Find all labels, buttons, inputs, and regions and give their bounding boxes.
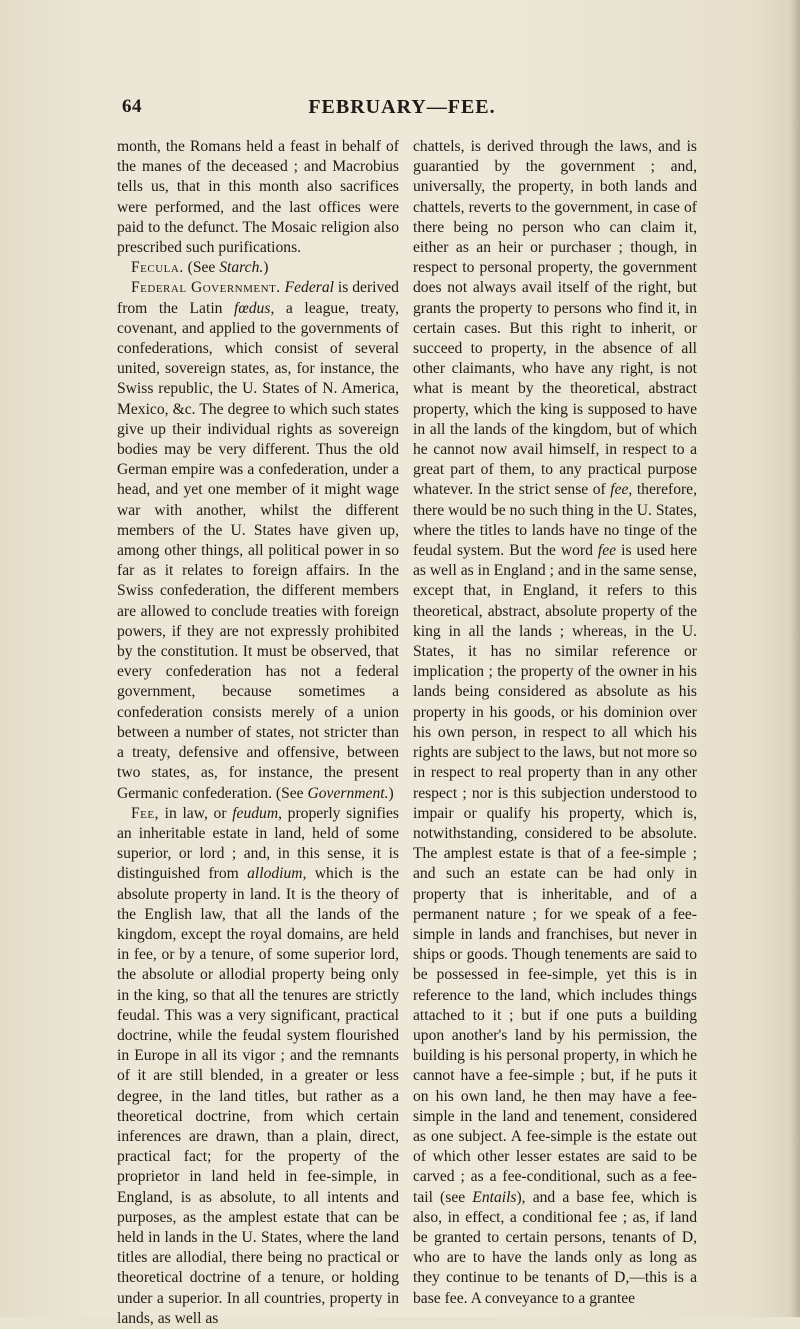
right-italic-fee-2: fee: [597, 542, 617, 560]
federal-italic-foedus: fœdus: [234, 299, 271, 317]
federal-text-3: , a league, treaty, covenant, and applied to the governments of confederations, which consist of several united, sovereign states, as, for instance, the Swiss republic, the U. States of N. America, Mexico, &c. The degree to which such states give up their individual rights as sovereign bodies may be very different. Thus the old German empire was a confederation, under a head, and yet one member of it might wage war with another, whilst the different members of the U. States have given up, among other things, all political power in so far as it relates to foreign affairs. In the Swiss confederation, the different members are allowed to conclude treaties with foreign powers, if they are not expressly prohibited by the constitution. It must be observed, that every confederation has not a federal government, because sometimes a confederation consists merely of a union between a number of states, not stricter than a treaty, defensive and offensive, between two states, as, for instance, the present Germanic confederation. (See: [117, 299, 399, 802]
right-text-1: chattels, is derived through the laws, and is guarantied by the government ; and, universally, the property, in both lands and chattels, reverts to the government, in case of there being no person who can claim it, either as an heir or purchaser ; though, in respect to personal property, the government does not always avail itself of the right, but grants the property to persons who find it, in certain cases. But this right to inherit, or succeed to property, in the absence of all other claimants, who have any right, is not what is meant by the theoretical, abstract property, which the king is supposed to have in all the lands of the kingdom, but of which he cannot now avail himself, in respect to a great part of them, to any practical purpose whatever. In the strict sense of: [413, 138, 697, 499]
right-column: [413, 137, 697, 1307]
fee-text-1: in law, or: [159, 804, 233, 822]
headword-fee: Fee,: [131, 804, 160, 822]
see-open: (See: [187, 259, 220, 277]
cross-reference-entails: Entails: [472, 1188, 517, 1206]
right-italic-fee-1: fee: [610, 481, 629, 499]
page-header: [122, 96, 682, 126]
see-close: ): [263, 259, 269, 277]
running-head: FEBRUARY—FEE.: [308, 96, 496, 118]
federal-text-2: is derived from the Latin: [117, 279, 399, 317]
headword-federal-government: Federal Government.: [131, 279, 281, 297]
headword-fecula: Fecula.: [131, 259, 184, 277]
paragraph-february-continued: month, the Romans held a feast in behalf of the manes of the deceased ; and Macrobius tells us, that in this month also sacrifices were performed, and the last offices were paid to the defunct. The Mosaic religion also prescribed such purifications.: [117, 138, 399, 257]
paragraph-fee-continued: [413, 137, 697, 1309]
fee-text-2: , properly signifies an inheritable estate in land, held of some superior, or lord ; and, in this sense, it is distinguished from: [117, 804, 399, 883]
right-text-2: , therefore, there would be no such thing in the U. States, where the titles to lands have no tinge of the feudal system. But the word: [413, 481, 697, 560]
fee-text-3: , which is the absolute property in land. It is the theory of the English law, that all the lands of the kingdom, except the royal domains, are held in fee, or by a tenure, of some superior lord, the absolute or allodial property being only in the king, so that all the tenures are strictly feudal. This was a very significant, practical doctrine, while the feudal system flourished in Europe in all its vigor ; and the remnants of it are still blended, in a greater or less degree, in the land titles, but rather as a theoretical doctrine, from which certain inferences are drawn, than a plain, direct, practical fact; for the property of the proprietor in land held in fee-simple, in England, is as absolute, to all intents and purposes, as the amplest estate that can be held in lands in the U. States, where the land titles are allodial, there being no practical or theoretical doctrine of a tenure, or holding under a superior. In all countries, property in lands, as well as: [117, 865, 399, 1327]
page-number: 64: [122, 96, 142, 117]
federal-italic-federal: Federal: [284, 279, 334, 297]
cross-reference-government: Government.: [307, 784, 389, 802]
page-edge-shadow: [790, 0, 800, 1317]
right-text-3: is used here as well as in England ; and in the same sense, except that, in England, it refers to this theoretical, abstract, absolute property of the king in all the lands ; whereas, in the U. States, it has no similar reference or implication ; the property of the owner in his lands being considered as absolute as his property in his goods, or his dominion over his own person, in respect to all which his rights are subject to the laws, but not more so in respect to real property than in any other respect ; nor is this subjection understood to impair or qualify his property, which is, notwithstanding, considered to be absolute. The amplest estate is that of a fee-simple ; and such an estate can be had only in property that is inheritable, and of a permanent nature ; for we speak of a fee-simple in lands and franchises, but never in ships or goods. Though tenements are said to be possessed in fee-simple, yet this is in reference to the land, which includes things attached to it ; but if one puts a building upon another's land by his permission, the building is his personal property, in which he cannot have a fee-simple ; but, if he puts it on his own land, he then may have a fee-simple in the land and tenement, considered as one subject. A fee-simple is the estate out of which other lesser estates are said to be carved ; as a fee-conditional, such as a fee-tail (see: [413, 542, 697, 1206]
entry-federal-government: [117, 278, 399, 803]
federal-text-4: ): [388, 784, 394, 802]
left-column: [117, 137, 399, 1327]
entry-fee: [117, 804, 399, 1329]
right-text-4: ), and a base fee, which is also, in effect, a conditional fee ; as, if land be granted to certain persons, tenants of D, who are to have the lands only as long as they continue to be tenants of D,—this is a base fee. A conveyance to a grantee: [413, 1188, 697, 1307]
fee-italic-feudum: feudum: [232, 804, 279, 822]
fee-italic-allodium: allodium: [247, 865, 303, 883]
entry-fecula: [117, 258, 399, 278]
cross-reference-starch: Starch.: [219, 259, 264, 277]
